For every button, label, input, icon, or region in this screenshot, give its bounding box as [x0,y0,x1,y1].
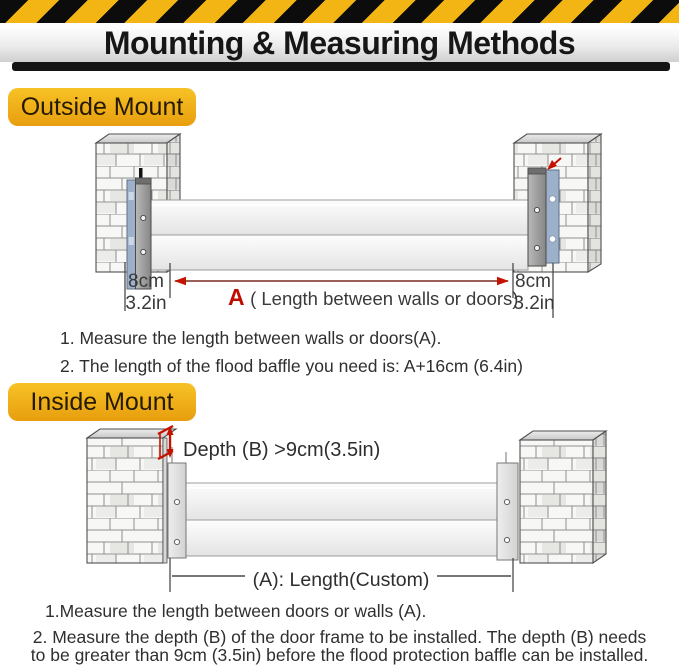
length-arrow-label-text: ( Length between walls or doors) [250,288,519,309]
length-arrow-label-a: A [228,284,245,310]
dim-right-inch: 3.2in [513,293,555,314]
inside-right-plate [497,463,518,560]
flood-baffle [151,200,528,270]
inside-mount-diagram [0,422,679,597]
outside-right-bracket [528,158,561,266]
dim-left-cm: 8cm [128,271,164,292]
depth-label: Depth (B) >9cm(3.5in) [183,439,381,461]
hazard-stripe-band [0,0,679,23]
dim-right-cm: 8cm [515,271,551,292]
inside-step-1: 1.Measure the length between doors or walls (A). [45,601,427,621]
outside-mount-diagram [0,118,679,318]
dim-left-inch: 3.2in [125,293,167,314]
length-arrow-label [228,284,518,310]
length-label: (A): Length(Custom) [252,569,430,591]
length-arrow [174,277,509,285]
inside-left-plate [168,463,186,558]
inside-step-2a: 2. Measure the depth (B) of the door frame to be installed. The depth (B) needs [32,627,647,647]
inside-left-pillar [87,429,176,563]
outside-mount-badge: Outside Mount [8,88,196,126]
inside-mount-badge: Inside Mount [8,383,196,421]
banner-underline [12,62,670,71]
bracket-pin [139,168,143,179]
inside-flood-baffle [186,483,497,556]
inside-step-2b: to be greater than 9cm (3.5in) before the flood protection baffle can be installed. [30,645,649,665]
outside-step-1: 1. Measure the length between walls or doors(A). [60,328,442,348]
inside-right-pillar [520,431,606,563]
outside-step-2: 2. The length of the flood baffle you need is: A+16cm (6.4in) [60,356,523,376]
page-title: Mounting & Measuring Methods [103,25,576,61]
